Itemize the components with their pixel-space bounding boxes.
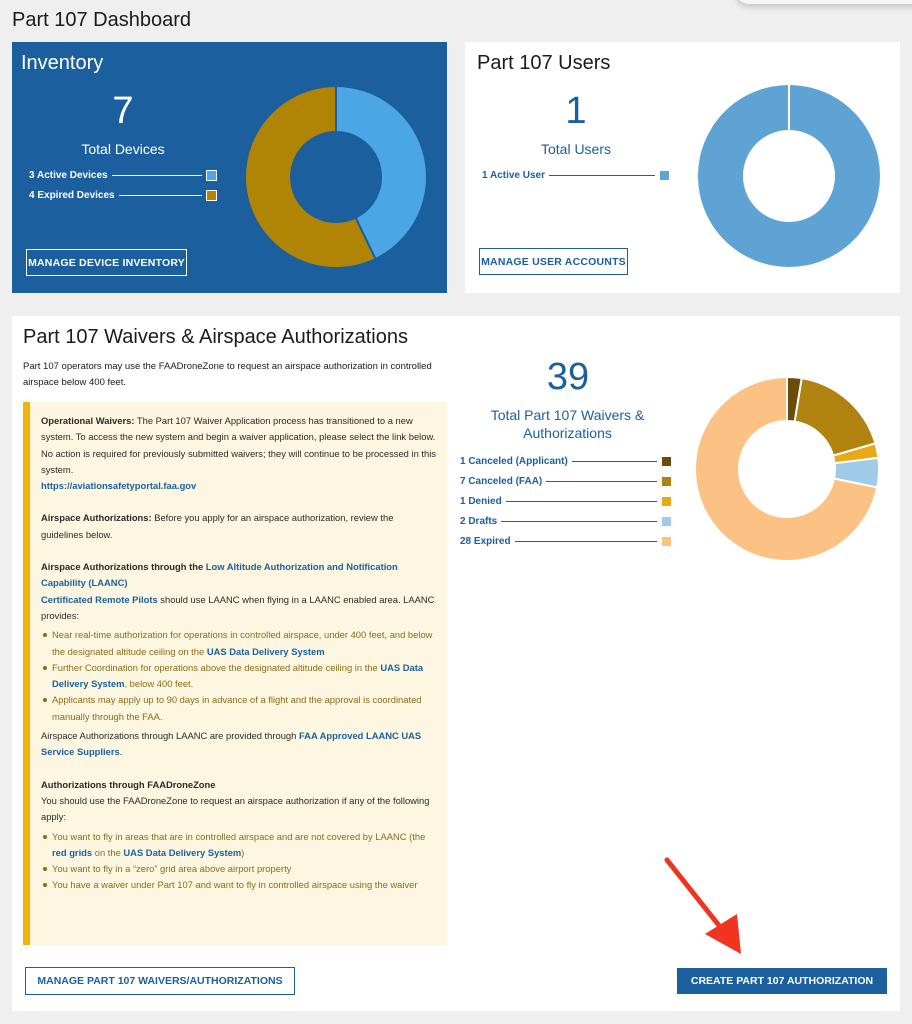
list-item xyxy=(41,692,437,725)
legend-label: 2 Drafts xyxy=(460,515,498,527)
manage-device-inventory-button[interactable]: MANAGE DEVICE INVENTORY xyxy=(26,249,187,276)
list-item-text: on the xyxy=(92,846,124,858)
legend-label: 3 Active Devices xyxy=(29,169,108,181)
aviation-safety-portal-link[interactable]: https://aviationsafetyportal.faa.gov xyxy=(41,480,197,492)
airspace-authorizations-paragraph xyxy=(41,510,437,543)
legend-swatch xyxy=(661,536,672,547)
list-item xyxy=(41,660,437,693)
inventory-card xyxy=(12,42,447,293)
legend-expired-devices xyxy=(29,188,217,202)
list-item-text: You want to fly in areas that are in controlled airspace and are not covered by LAANC (the xyxy=(52,830,426,842)
legend-item xyxy=(460,454,672,468)
list-item-text: , below 400 feet. xyxy=(124,678,194,690)
legend-leader-line xyxy=(549,175,655,176)
legend-item xyxy=(460,494,672,508)
donut-slice xyxy=(795,378,876,455)
users-title: Part 107 Users xyxy=(477,52,611,74)
legend-swatch xyxy=(661,456,672,467)
crp-paragraph xyxy=(41,592,437,625)
users-donut-chart xyxy=(697,84,881,268)
suppliers-text: Airspace Authorizations through LAANC are provided through xyxy=(41,730,299,742)
create-authorization-button[interactable]: CREATE PART 107 AUTHORIZATION xyxy=(677,968,887,994)
operational-waivers-paragraph xyxy=(41,413,437,478)
total-devices-label: Total Devices xyxy=(81,141,165,157)
window-edge-shadow xyxy=(735,0,912,4)
legend-item xyxy=(460,534,672,548)
airspace-authorizations-heading: Airspace Authorizations: xyxy=(41,512,152,524)
manage-user-accounts-button[interactable]: MANAGE USER ACCOUNTS xyxy=(479,248,628,275)
manage-waivers-button[interactable]: MANAGE PART 107 WAIVERS/AUTHORIZATIONS xyxy=(25,967,295,995)
list-item-text: ) xyxy=(241,846,245,858)
legend-swatch xyxy=(206,190,217,201)
list-item xyxy=(41,627,437,660)
list-item xyxy=(41,829,437,862)
legend-swatch xyxy=(661,516,672,527)
uas-data-delivery-link[interactable]: UAS Data Delivery System xyxy=(52,661,424,690)
total-users-label: Total Users xyxy=(540,141,612,157)
dronezone-list xyxy=(41,829,437,894)
legend-leader-line xyxy=(572,461,657,462)
suppliers-text-end: . xyxy=(119,746,123,758)
legend-swatch xyxy=(206,170,217,181)
laanc-suppliers-link[interactable]: FAA Approved LAANC UAS Service Suppliers xyxy=(41,730,422,758)
red-grids-link[interactable]: red grids xyxy=(52,846,93,858)
list-item: You have a waiver under Part 107 and want to fly in controlled airspace using the waiver xyxy=(41,877,437,893)
legend-leader-line xyxy=(112,175,202,176)
waivers-title: Part 107 Waivers & Airspace Authorizations xyxy=(23,326,408,348)
dronezone-heading: Authorizations through FAADroneZone xyxy=(41,778,216,790)
info-alert xyxy=(23,402,447,945)
total-users-count: 1 xyxy=(565,90,587,132)
legend-swatch xyxy=(661,496,672,507)
waivers-intro: Part 107 operators may use the FAADroneZone to request an airspace authorization in controlled airspace below 400 feet. xyxy=(23,361,432,388)
waivers-donut-chart xyxy=(694,376,880,562)
legend-leader-line xyxy=(119,195,202,196)
laanc-heading xyxy=(41,559,437,592)
legend-label: 28 Expired xyxy=(460,535,511,547)
legend-label: 7 Canceled (FAA) xyxy=(460,475,543,487)
list-item-text: Further Coordination for operations above the designated altitude ceiling in the xyxy=(52,661,381,673)
legend-active-user xyxy=(482,168,670,182)
legend-leader-line xyxy=(506,501,657,502)
laanc-heading-text: Airspace Authorizations through the xyxy=(41,561,206,573)
legend-label: 1 Active User xyxy=(482,169,545,181)
laanc-link[interactable]: Low Altitude Authorization and Notification Capability (LAANC) xyxy=(41,561,398,589)
airspace-authorizations-text: Before you apply for an airspace authorization, review the guidelines below. xyxy=(41,512,394,540)
uas-data-delivery-link[interactable]: UAS Data Delivery System xyxy=(206,645,325,657)
legend-label: 1 Canceled (Applicant) xyxy=(460,455,568,467)
legend-leader-line xyxy=(515,541,657,542)
page-title: Part 107 Dashboard xyxy=(12,9,192,31)
inventory-donut-chart xyxy=(244,85,428,269)
legend-label: 4 Expired Devices xyxy=(29,189,115,201)
suppliers-paragraph xyxy=(41,728,437,761)
certificated-remote-pilots-link[interactable]: Certificated Remote Pilots xyxy=(41,593,158,605)
list-item-text: Near real-time authorization for operations in controlled airspace, under 400 feet, and below the designated altitude ceiling on the xyxy=(52,629,433,657)
operational-waivers-text: The Part 107 Waiver Application process has transitioned to a new system. To access the new system and begin a waiver application, please select the link below. No action is required for previously submitted waivers; they will continue to be processed in this system. xyxy=(41,415,436,475)
uas-data-delivery-link[interactable]: UAS Data Delivery System xyxy=(123,846,242,858)
inventory-title: Inventory xyxy=(21,52,104,74)
laanc-list xyxy=(41,627,437,725)
legend-leader-line xyxy=(546,481,657,482)
legend-item xyxy=(460,474,672,488)
legend-swatch xyxy=(659,170,670,181)
red-arrow-annotation xyxy=(655,852,755,962)
list-item: You want to fly in a “zero” grid area above airport property xyxy=(41,861,437,877)
legend-active-devices xyxy=(29,168,217,182)
total-waivers-count: 39 xyxy=(546,356,590,398)
legend-item xyxy=(460,514,672,528)
legend-leader-line xyxy=(501,521,657,522)
waivers-card xyxy=(12,316,900,1011)
list-item-text: Applicants may apply up to 90 days in advance of a flight and the approval is coordinated manually through the FAA. xyxy=(52,694,422,722)
operational-waivers-heading: Operational Waivers: xyxy=(41,415,135,426)
total-devices-count: 7 xyxy=(112,90,134,132)
legend-label: 1 Denied xyxy=(460,495,502,507)
crp-text: should use LAANC when flying in a LAANC enabled area. LAANC provides: xyxy=(41,593,435,621)
legend-swatch xyxy=(661,476,672,487)
dronezone-text: You should use the FAADroneZone to request an airspace authorization if any of the following apply: xyxy=(41,794,430,823)
users-card xyxy=(465,42,900,293)
total-waivers-label: Total Part 107 Waivers & Authorizations xyxy=(490,407,645,441)
